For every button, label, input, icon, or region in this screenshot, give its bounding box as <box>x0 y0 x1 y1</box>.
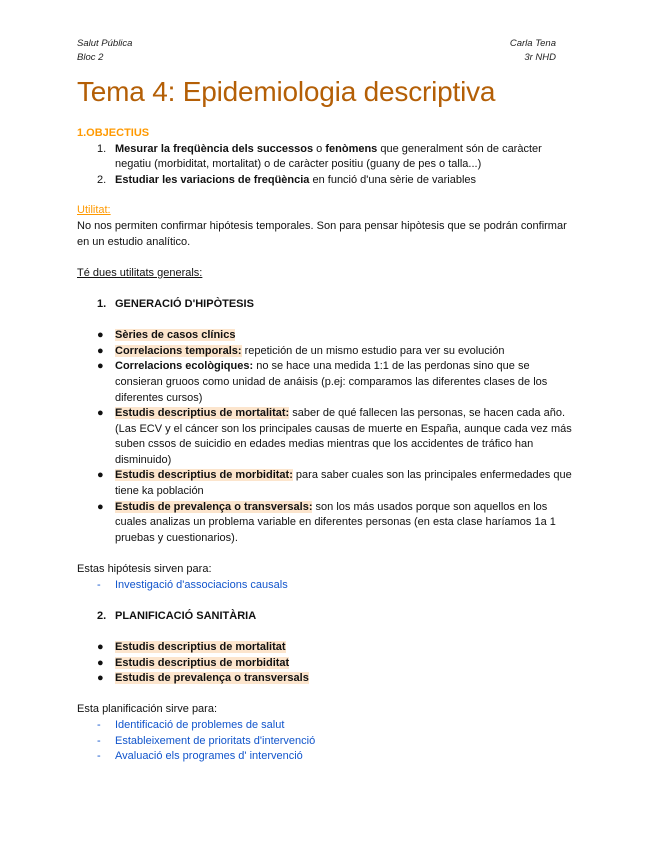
dash-icon: - <box>97 718 101 731</box>
section-number: 1. <box>97 297 107 310</box>
list-item <box>77 328 577 344</box>
bullet-icon: ● <box>97 469 104 482</box>
objectiu-term-2: fenòmens <box>325 142 378 155</box>
objectiu-term: Estudiar les variacions de freqüència <box>115 173 310 186</box>
list-item <box>77 500 577 547</box>
list-text: son los más usados porque son aquellos en los cuales analizas un problema variable en diferentes personas (en esta clase haríamos 1a 1 pruebas y cuestionarios). <box>115 500 556 544</box>
section2-title: PLANIFICACIÓ SANITÀRIA <box>115 609 257 622</box>
list-term: Estudis descriptius de morbiditat: <box>115 469 293 482</box>
list-term: Sèries de casos clínics <box>115 329 236 342</box>
list-number: 1. <box>97 142 107 155</box>
section1-serve-label: Estas hipótesis sirven para: <box>77 563 212 576</box>
two-uses-label: Té dues utilitats generals: <box>77 266 203 279</box>
serve-item <box>77 718 577 734</box>
objectius-list <box>77 142 577 189</box>
page-title: Tema 4: Epidemiologia descriptiva <box>77 76 496 107</box>
objectiu-item-1 <box>77 142 577 173</box>
list-text: repetición de un mismo estudio para ver su evolución <box>241 344 505 357</box>
bullet-icon: ● <box>97 329 104 342</box>
list-item <box>77 640 577 656</box>
bullet-icon: ● <box>97 407 104 420</box>
bullet-icon: ● <box>97 344 104 357</box>
list-term: Estudis descriptius de mortalitat: <box>115 407 290 420</box>
section1-heading <box>77 297 577 313</box>
list-text: para saber cuales son las principales enfermedades que tiene ka población <box>115 469 572 498</box>
section1-list <box>77 328 577 546</box>
spacer <box>77 546 577 562</box>
serve-item <box>77 734 577 750</box>
header-block: Bloc 2 <box>77 52 104 63</box>
bullet-icon: ● <box>97 656 104 669</box>
dash-icon: - <box>97 734 101 747</box>
spacer <box>77 250 577 266</box>
serve-item-text: Identificació de problemes de salut <box>115 718 285 731</box>
list-term: Estudis descriptius de mortalitat <box>115 641 286 653</box>
spacer <box>77 687 577 703</box>
serve-item-text: Investigació d'associacions causals <box>115 578 288 591</box>
section-number: 2. <box>97 609 107 622</box>
spacer <box>77 593 577 609</box>
bullet-icon: ● <box>97 360 104 373</box>
section1-title: GENERACIÓ D'HIPÒTESIS <box>115 297 254 310</box>
objectiu-connector: o <box>313 142 326 155</box>
serve-item <box>77 749 577 765</box>
list-item <box>77 406 577 468</box>
list-term: Estudis de prevalença o transversals: <box>115 500 313 513</box>
objectiu-text: que generalment són de caràcter negatiu (morbiditat, mortalitat) o de caràcter positiu (guany de pes o talla...) <box>115 142 542 171</box>
header-subject: Salut Pública <box>77 38 133 49</box>
list-text: no se hace una medida 1:1 de las perdonas sino que se consieran gruoos como unidad de anáisis (p.ej: comparamos las diferentes clases de los diferentes cursos) <box>115 360 548 404</box>
list-item <box>77 468 577 499</box>
list-item <box>77 344 577 360</box>
spacer <box>77 313 577 329</box>
list-term: Correlacions ecològiques: <box>115 360 254 373</box>
list-term: Estudis descriptius de morbiditat <box>115 656 290 669</box>
spacer <box>77 624 577 640</box>
serve-item-text: Estableixement de prioritats d'intervenció <box>115 734 316 747</box>
list-text: saber de qué fallecen las personas, se hacen cada año. (Las ECV y el cáncer son los principales causas de muerte en España, aunque cada vez más suben cssos de suicidio en edades medias mientras que los accidentes de tráfico han disminuido) <box>115 407 572 466</box>
list-number: 2. <box>97 173 107 186</box>
utilitat-text: No nos permiten confirmar hipótesis temporales. Son para pensar hipòtesis que se podrán confirmar en un estudio analítico. <box>77 219 567 248</box>
list-term: Correlacions temporals: <box>115 344 242 357</box>
header-right <box>510 37 556 65</box>
header-course: 3r NHD <box>524 52 556 63</box>
list-item <box>77 671 577 687</box>
bullet-icon: ● <box>97 672 104 685</box>
bullet-icon: ● <box>97 641 104 653</box>
objectiu-item-2 <box>77 173 577 189</box>
dash-icon: - <box>97 750 101 763</box>
document-body <box>77 126 577 765</box>
serve-item <box>77 578 577 594</box>
objectius-label: 1.OBJECTIUS <box>77 127 150 139</box>
section2-serve-label: Esta planificación sirve para: <box>77 703 218 716</box>
dash-icon: - <box>97 578 101 591</box>
section2-serve-list <box>77 718 577 765</box>
section2-list <box>77 640 577 687</box>
header-left <box>77 37 132 65</box>
section1-serve-list <box>77 578 577 594</box>
header-author: Carla Tena <box>509 38 556 49</box>
bullet-icon: ● <box>97 500 104 513</box>
list-item <box>77 656 577 672</box>
list-item <box>77 359 577 406</box>
section2-heading <box>77 609 577 625</box>
objectiu-term: Mesurar la freqüència dels successos <box>115 142 314 155</box>
spacer <box>77 281 577 297</box>
serve-item-text: Avaluació els programes d' intervenció <box>115 750 303 763</box>
list-term: Estudis de prevalença o transversals <box>115 672 309 685</box>
utilitat-label: Utilitat: <box>77 204 111 217</box>
objectiu-text: en funció d'una sèrie de variables <box>309 173 477 186</box>
